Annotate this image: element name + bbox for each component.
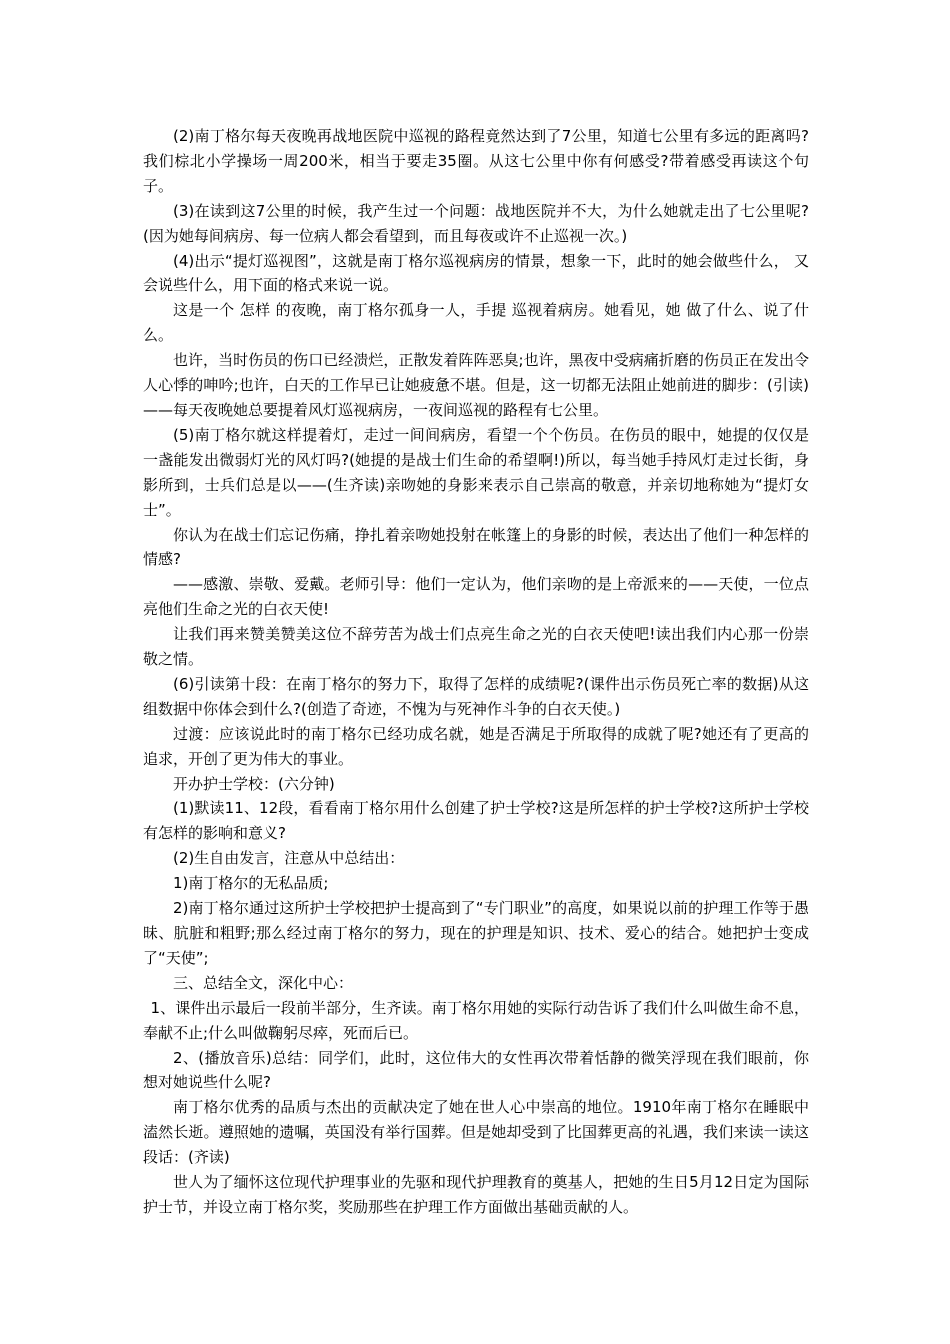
paragraph-16: 2)南丁格尔通过这所护士学校把护士提高到了“专门职业”的高度，如果说以前的护理工作等于愚昧、肮脏和粗野;那么经过南丁格尔的努力，现在的护理是知识、技术、爱心的结合。她把护士变成了“天使”; xyxy=(143,899,809,967)
paragraph-19: 2、(播放音乐)总结：同学们，此时，这位伟大的女性再次带着恬静的微笑浮现在我们眼前，你想对她说些什么呢? xyxy=(143,1048,809,1092)
section-heading-nursing-school: 开办护士学校：(六分钟) xyxy=(173,774,335,793)
paragraph-10: (6)引读第十段：在南丁格尔的努力下，取得了怎样的成绩呢?(课件出示伤员死亡率的数据)从这组数据中你体会到什么?(创造了奇迹，不愧为与死神作斗争的白衣天使。) xyxy=(143,674,809,718)
paragraph-9: 让我们再来赞美赞美这位不辞劳苦为战士们点亮生命之光的白衣天使吧!读出我们内心那一份崇敬之情。 xyxy=(143,625,809,669)
paragraph-21: 世人为了缅怀这位现代护理事业的先驱和现代护理教育的奠基人，把她的生日5月12日定为国际护士节，并设立南丁格尔奖，奖励那些在护理工作方面做出基础贡献的人。 xyxy=(143,1173,809,1216)
paragraph-15: 1)南丁格尔的无私品质; xyxy=(173,874,329,893)
document-body xyxy=(143,124,809,1220)
paragraph-11: 过渡：应该说此时的南丁格尔已经功成名就，她是否满足于所取得的成就了呢?她还有了更高的追求，开创了更为伟大的事业。 xyxy=(143,724,809,768)
paragraph-8: ——感激、崇敬、爱戴。老师引导：他们一定认为，他们亲吻的是上帝派来的——天使，一位点亮他们生命之光的白衣天使! xyxy=(143,575,809,619)
paragraph-3: (4)出示“提灯巡视图”，这就是南丁格尔巡视病房的情景，想象一下，此时的她会做些什么， 又会说些什么，用下面的格式来说一说。 xyxy=(143,251,809,295)
paragraph-2: (3)在读到这7公里的时候，我产生过一个问题：战地医院并不大，为什么她就走出了七公里呢?(因为她每间病房、每一位病人都会看望到，而且每夜或许不止巡视一次。) xyxy=(143,201,809,245)
paragraph-13: (1)默读11、12段，看看南丁格尔用什么创建了护士学校?这是所怎样的护士学校?这所护士学校有怎样的影响和意义? xyxy=(143,799,809,843)
paragraph-7: 你认为在战士们忘记伤痛，挣扎着亲吻她投射在帐篷上的身影的时候，表达出了他们一种怎样的情感? xyxy=(143,525,809,569)
paragraph-14: (2)生自由发言，注意从中总结出： xyxy=(173,849,405,868)
paragraph-4: 这是一个 怎样 的夜晚，南丁格尔孤身一人，手提 巡视着病房。她看见，她 做了什么、说了什么。 xyxy=(143,301,809,345)
paragraph-5: 也许，当时伤员的伤口已经溃烂，正散发着阵阵恶臭;也许，黑夜中受病痛折磨的伤员正在发出令人心悸的呻吟;也许，白天的工作早已让她疲惫不堪。但是，这一切都无法阻止她前进的脚步：(引读)——每天夜晚她总要提着风灯巡视病房，一夜间巡视的路程有七公里。 xyxy=(143,351,809,419)
paragraph-1: (2)南丁格尔每天夜晚再战地医院中巡视的路程竟然达到了7公里，知道七公里有多远的距离吗?我们棕北小学操场一周200米，相当于要走35圈。从这七公里中你有何感受?带着感受再读这个句子。 xyxy=(143,127,809,195)
paragraph-20: 南丁格尔优秀的品质与杰出的贡献决定了她在世人心中崇高的地位。1910年南丁格尔在睡眠中溘然长逝。遵照她的遗嘱，英国没有举行国葬。但是她却受到了比国葬更高的礼遇，我们来读一读这段话：(齐读) xyxy=(143,1098,809,1167)
section-heading-summary: 三、总结全文，深化中心： xyxy=(173,973,354,992)
paragraph-6: (5)南丁格尔就这样提着灯，走过一间间病房，看望一个个伤员。在伤员的眼中，她提的仅仅是一盏能发出微弱灯光的风灯吗?(她提的是战士们生命的希望啊!)所以，每当她手持风灯走过长街，身影所到，士兵们总是以——(生齐读)亲吻她的身影来表示自己崇高的敬意，并亲切地称她为“提灯女士”。 xyxy=(143,425,809,519)
paragraph-18: 1、课件出示最后一段前半部分，生齐读。南丁格尔用她的实际行动告诉了我们什么叫做生命不息，奉献不止;什么叫做鞠躬尽瘁，死而后已。 xyxy=(143,998,809,1042)
